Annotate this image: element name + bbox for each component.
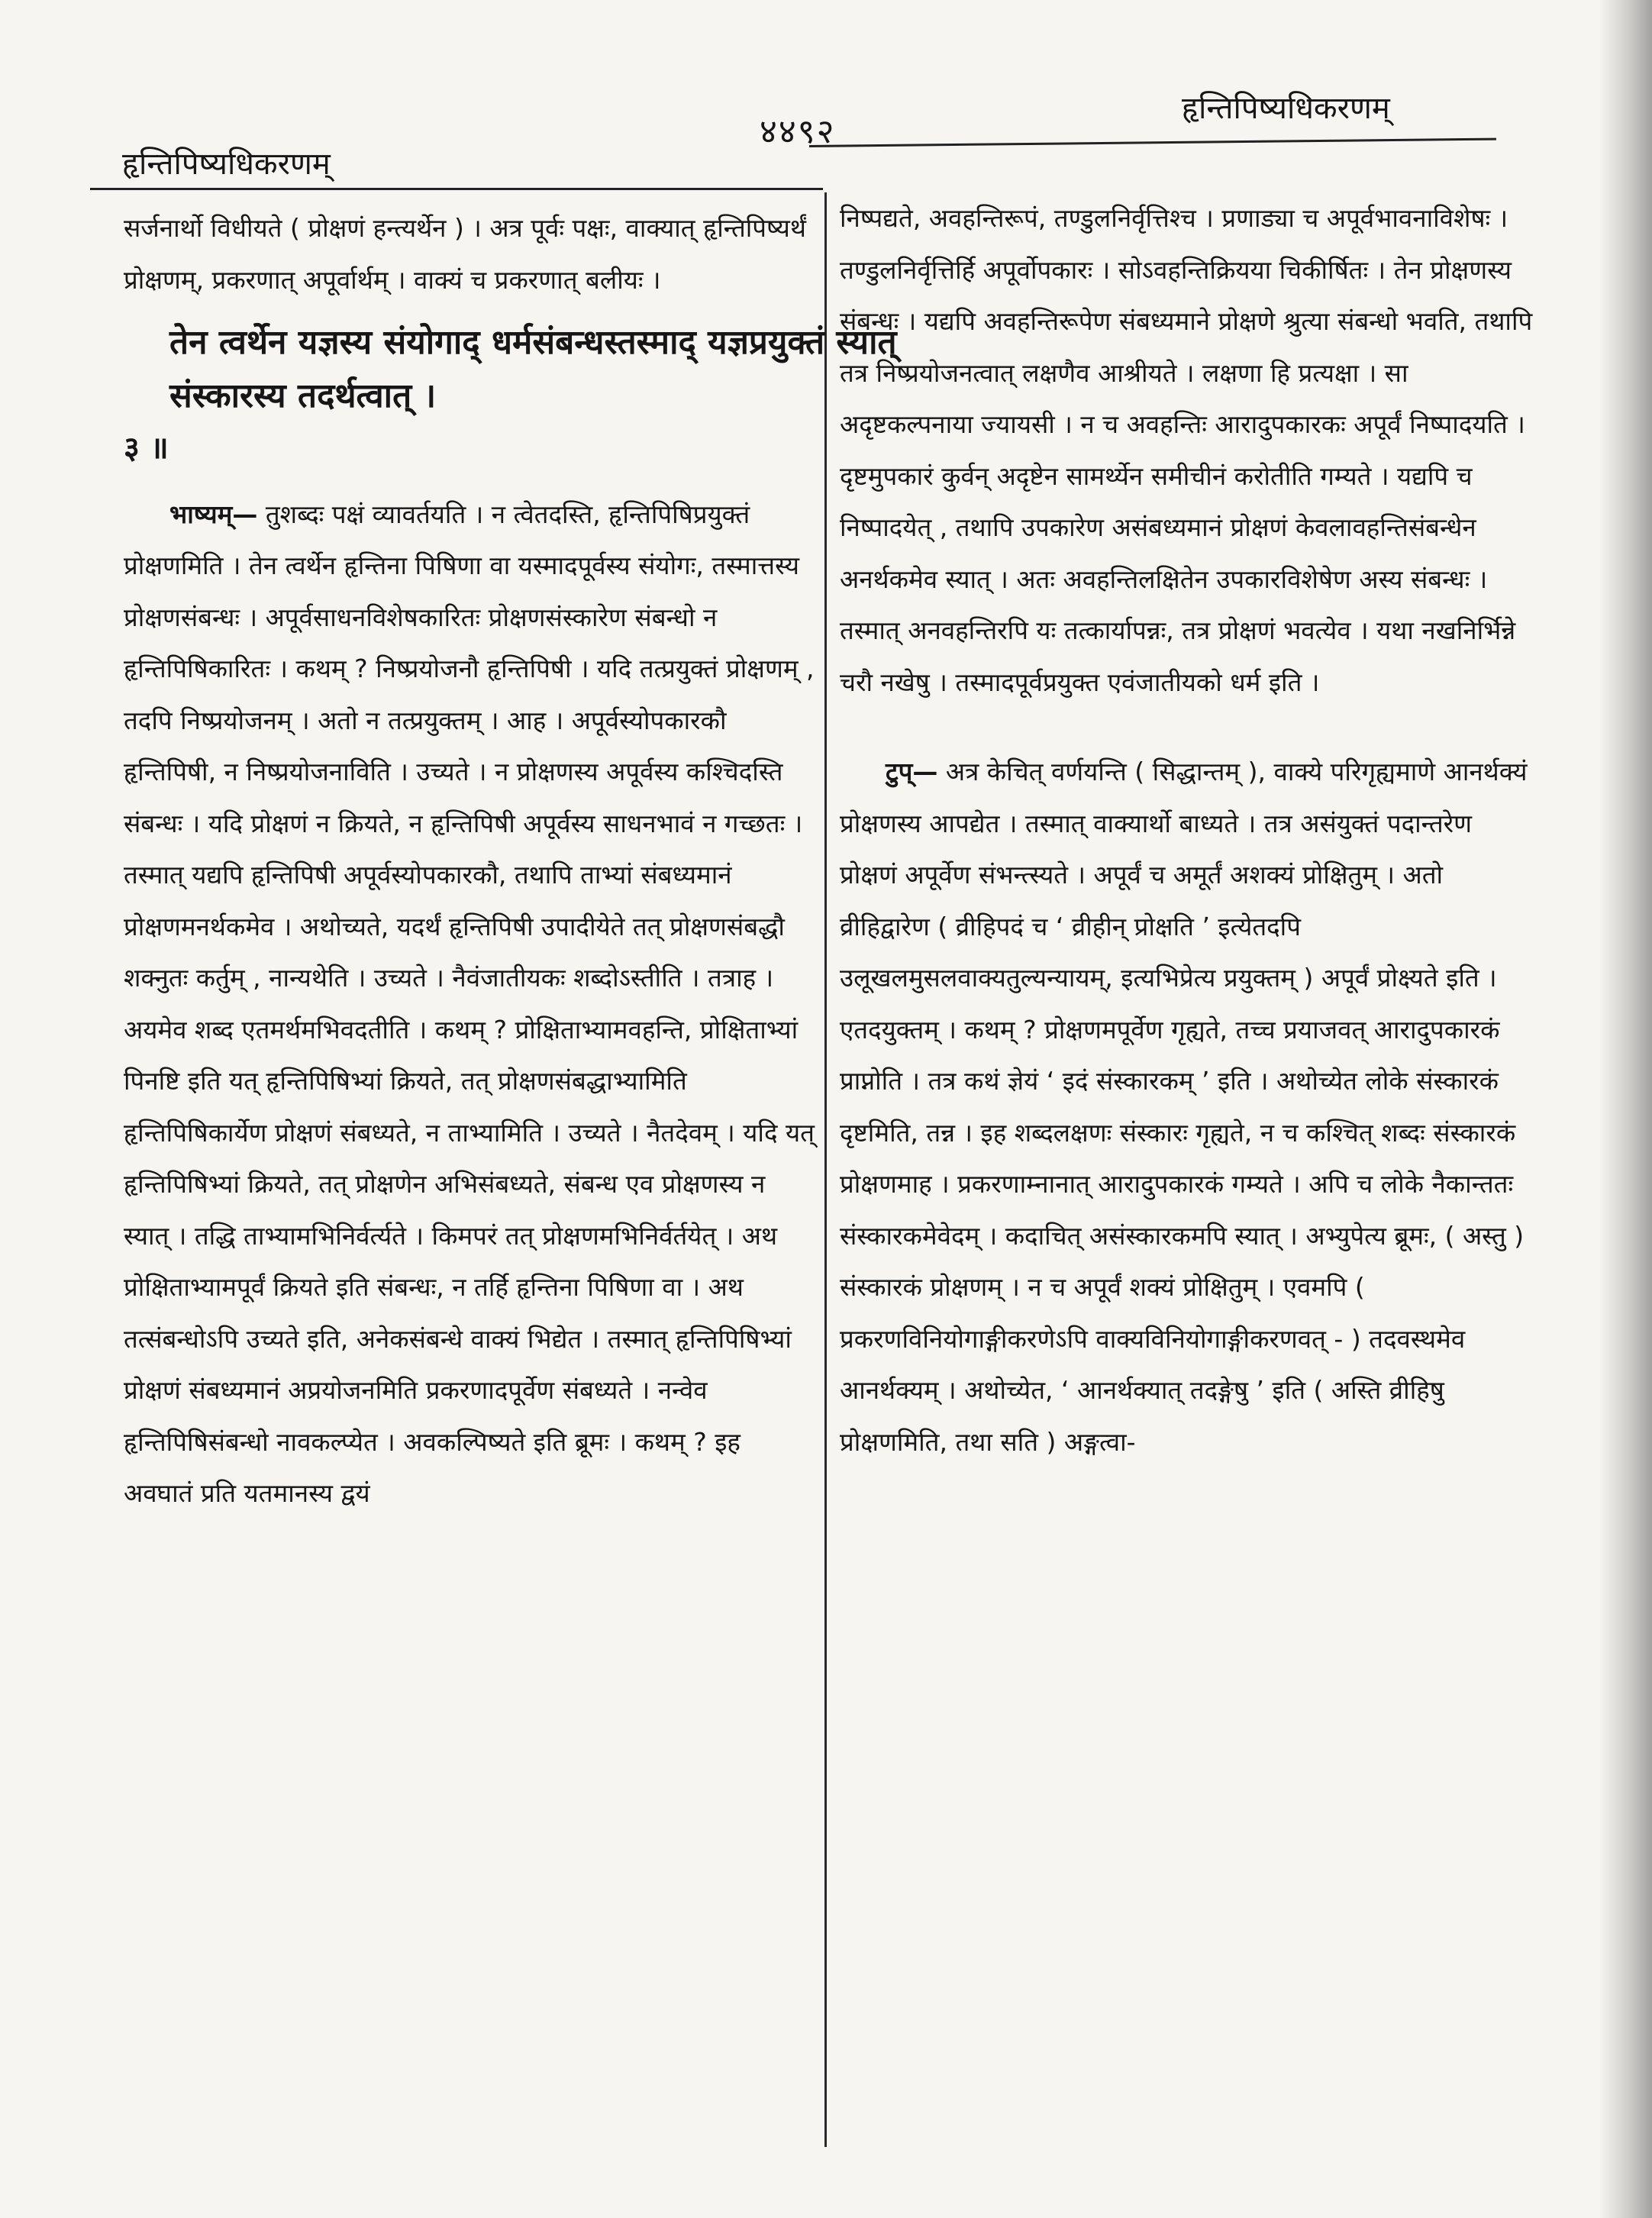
sutra-verse: तेन त्वर्थेन यज्ञस्य संयोगाद् धर्मसंबन्धस्तस्माद् यज्ञप्रयुक्तं स्यात् संस्कारस्य तदर्थत्वात् । [169, 323, 897, 415]
sutra-text [169, 316, 933, 423]
tup-paragraph [840, 746, 1534, 1467]
intro-paragraph: सर्जनार्थो विधीयते ( प्रोक्षणं हन्त्यर्थेन ) । अत्र पूर्वः पक्षः, वाक्यात् हृन्तिपिष्यर्थं प्रोक्षणम्, प्रकरणात् अपूर्वार्थम् । वाक्यं च प्रकरणात् बलीयः । [124, 213, 806, 295]
sutra-number: ३ ॥ [124, 431, 169, 466]
header-rule-left [90, 188, 823, 190]
left-column [124, 202, 897, 1519]
right-column [840, 192, 1534, 1467]
tup-label: टुप्— [886, 757, 938, 786]
running-title-left: हृन्तिपिष्यधिकरणम् [122, 147, 331, 182]
tup-text: अत्र केचित् वर्णयन्ति ( सिद्धान्तम् ), वाक्ये परिगृह्यमाणे आनर्थक्यं प्रोक्षणस्य आपद्येत । तस्मात् वाक्यार्थो बाध्यते । तत्र असंयुक्तं पदान्तरेण प्रोक्षणं अपूर्वेण संभन्त्स्यते । अपूर्वं च अमूर्तं अशक्यं प्रोक्षितुम् । अतो व्रीहिद्वारेण ( व्रीहिपदं च ‘ व्रीहीन् प्रोक्षति ’ इत्येतदपि उलूखलमुसलवाक्यतुल्यन्यायम्, इत्यभिप्रेत्य प्रयुक्तम् ) अपूर्वं प्रोक्ष्यते इति । एतदयुक्तम् । कथम् ? प्रोक्षणमपूर्वेण गृह्यते, तच्च प्रयाजवत् आरादुपकारकं प्राप्नोति । तत्र कथं ज्ञेयं ‘ इदं संस्कारकम् ’ इति । अथोच्येत लोके संस्कारकं दृष्टमिति, तन्न । इह शब्दलक्षणः संस्कारः गृह्यते, न च कश्चित् शब्दः संस्कारकं प्रोक्षणमाह । प्रकरणाम्नानात् आरादुपकारकं गम्यते । अपि च लोके नैकान्ततः संस्कारकमेवेदम् । कदाचित् असंस्कारकमपि स्यात् । अभ्युपेत्य ब्रूमः, ( अस्तु ) संस्कारकं प्रोक्षणम् । न च अपूर्वं शक्यं प्रोक्षितुम् । एवमपि ( प्रकरणविनियोगाङ्गीकरणेऽपि वाक्यविनियोगाङ्गीकरणवत् - ) तदवस्थमेव आनर्थक्यम् । अथोच्येत, ‘ आनर्थक्यात् तदङ्गेषु ’ इति ( अस्ति व्रीहिषु प्रोक्षणमिति, तथा सति ) अङ्गत्वा- [840, 757, 1528, 1457]
page-number: ४४९२ [760, 112, 836, 151]
column-divider [824, 192, 827, 2147]
header-rule-right [809, 138, 1496, 147]
bhashya-label: भाष्यम्— [169, 499, 258, 529]
bhashya-paragraph [124, 489, 815, 1519]
bhashya-continuation: निष्पद्यते, अवहन्तिरूपं, तण्डुलनिर्वृत्तिश्च । प्रणाड्या च अपूर्वभावनाविशेषः । तण्डुलनिर्वृत्तिर्हि अपूर्वोपकारः । सोऽवहन्तिक्रियया चिकीर्षितः । तेन प्रोक्षणस्य संबन्धः । यद्यपि अवहन्तिरूपेण संबध्यमाने प्रोक्षणे श्रुत्या संबन्धो भवति, तथापि तत्र निष्प्रयोजनत्वात् लक्षणैव आश्रीयते । लक्षणा हि प्रत्यक्षा । सा अदृष्टकल्पनाया ज्यायसी । न च अवहन्तिः आरादुपकारकः अपूर्वं निष्पादयति । दृष्टमुपकारं कुर्वन् अदृष्टेन सामर्थ्येन समीचीनं करोतीति गम्यते । यद्यपि च निष्पादयेत् , तथापि उपकारेण असंबध्यमानं प्रोक्षणं केवलावहन्तिसंबन्धेन अनर्थकमेव स्यात् । अतः अवहन्तिलक्षितेन उपकारविशेषेण अस्य संबन्धः । तस्मात् अनवहन्तिरपि यः तत्कार्यापन्नः, तत्र प्रोक्षणं भवत्येव । यथा नखनिर्भिन्ने चरौ नखेषु । तस्मादपूर्वप्रयुक्त एवंजातीयको धर्म इति । [840, 203, 1533, 697]
running-title-right: हृन्तिपिष्यधिकरणम् [1182, 91, 1390, 126]
bhashya-text: तुशब्दः पक्षं व्यावर्तयति । न त्वेतदस्ति, हृन्तिपिषिप्रयुक्तं प्रोक्षणमिति । तेन त्वर्थेन हृन्तिना पिषिणा वा यस्मादपूर्वस्य संयोगः, तस्मात्तस्य प्रोक्षणसंबन्धः । अपूर्वसाधनविशेषकारितः प्रोक्षणसंस्कारेण संबन्धो न हृन्तिपिषिकारितः । कथम् ? निष्प्रयोजनौ हृन्तिपिषी । यदि तत्प्रयुक्तं प्रोक्षणम् , तदपि निष्प्रयोजनम् । अतो न तत्प्रयुक्तम् । आह । अपूर्वस्योपकारकौ हृन्तिपिषी, न निष्प्रयोजनाविति । उच्यते । न प्रोक्षणस्य अपूर्वस्य कश्चिदस्ति संबन्धः । यदि प्रोक्षणं न क्रियते, न हृन्तिपिषी अपूर्वस्य साधनभावं न गच्छतः । तस्मात् यद्यपि हृन्तिपिषी अपूर्वस्योपकारकौ, तथापि ताभ्यां संबध्यमानं प्रोक्षणमनर्थकमेव । अथोच्यते, यदर्थं हृन्तिपिषी उपादीयेते तत् प्रोक्षणसंबद्धौ शक्नुतः कर्तुम् , नान्यथेति । उच्यते । नैवंजातीयकः शब्दोऽस्तीति । तत्राह । अयमेव शब्द एतमर्थमभिवदतीति । कथम् ? प्रोक्षिताभ्यामवहन्ति, प्रोक्षिताभ्यां पिनष्टि इति यत् हृन्तिपिषिभ्यां क्रियते, तत् प्रोक्षणसंबद्धाभ्यामिति हृन्तिपिषिकार्येण प्रोक्षणं संबध्यते, न ताभ्यामिति । उच्यते । नैतदेवम् । यदि यत् हृन्तिपिषिभ्यां क्रियते, तत् प्रोक्षणेन अभिसंबध्यते, संबन्ध एव प्रोक्षणस्य न स्यात् । तद्धि ताभ्यामभिनिर्वर्त्यते । किमपरं तत् प्रोक्षणमभिनिर्वर्तयेत् । अथ प्रोक्षिताभ्यामपूर्वं क्रियते इति संबन्धः, न तर्हि हृन्तिना पिषिणा वा । अथ तत्संबन्धोऽपि उच्यते इति, अनेकसंबन्धे वाक्यं भिद्येत । तस्मात् हृन्तिपिषिभ्यां प्रोक्षणं संबध्यमानं अप्रयोजनमिति प्रकरणादपूर्वेण संबध्यते । नन्वेव हृन्तिपिषिसंबन्धो नावकल्प्येत । अवकल्पिष्यते इति ब्रूमः । कथम् ? इह अवघातं प्रति यतमानस्य द्वयं [124, 499, 815, 1508]
scan-edge-shadow [1599, 0, 1652, 2218]
